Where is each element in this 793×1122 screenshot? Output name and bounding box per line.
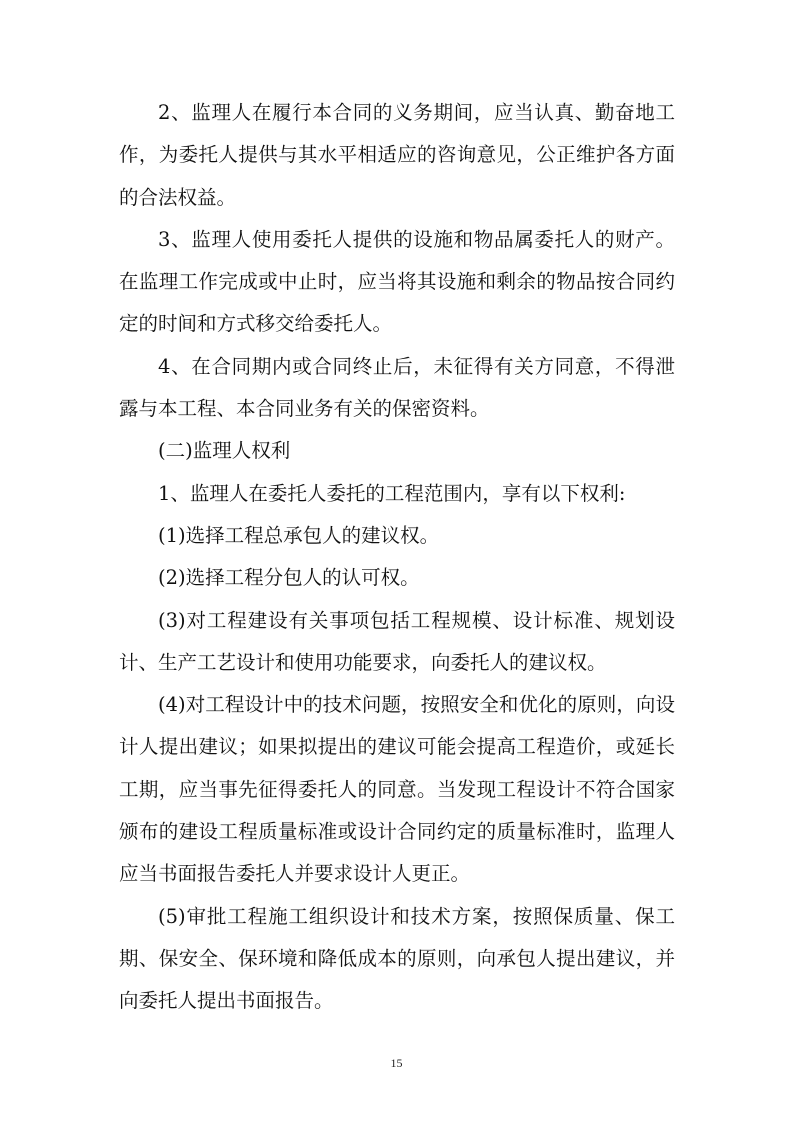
paragraph-obligation-3: 3、监理人使用委托人提供的设施和物品属委托人的财产。在监理工作完成或中止时，应当将其设施和剩余的物品按合同约定的时间和方式移交给委托人。 xyxy=(119,227,675,336)
paragraph-obligation-4: 4、在合同期内或合同终止后，未征得有关方同意，不得泄露与本工程、本合同业务有关的保密资料。 xyxy=(119,354,675,421)
paragraph-right-item-5: (5)审批工程施工组织设计和技术方案，按照保质量、保工期、保安全、保环境和降低成本的原则，向承包人提出建议，并向委托人提出书面报告。 xyxy=(119,904,675,1013)
document-body xyxy=(119,92,675,1023)
paragraph-obligation-2: 2、监理人在履行本合同的义务期间，应当认真、勤奋地工作，为委托人提供与其水平相适应的咨询意见，公正维护各方面的合法权益。 xyxy=(119,101,675,209)
paragraph-rights-1: 1、监理人在委托人委托的工程范围内，享有以下权利: xyxy=(158,481,626,505)
paragraph-right-item-3: (3)对工程建设有关事项包括工程规模、设计标准、规划设计、生产工艺设计和使用功能要求，向委托人的建议权。 xyxy=(119,608,675,674)
paragraph-right-item-4: (4)对工程设计中的技术问题，按照安全和优化的原则，向设计人提出建议；如果拟提出的建议可能会提高工程造价，或延长工期，应当事先征得委托人的同意。当发现工程设计不符合国家颁布的建设工程质量标准或设计合同约定的质量标准时，监理人应当书面报告委托人并要求设计人更正。 xyxy=(119,693,675,886)
section-heading-rights: (二)监理人权利 xyxy=(158,439,291,463)
paragraph-right-item-1: (1)选择工程总承包人的建议权。 xyxy=(158,523,440,547)
page-number: 15 xyxy=(390,1056,403,1070)
paragraph-right-item-2: (2)选择工程分包人的认可权。 xyxy=(158,566,420,590)
